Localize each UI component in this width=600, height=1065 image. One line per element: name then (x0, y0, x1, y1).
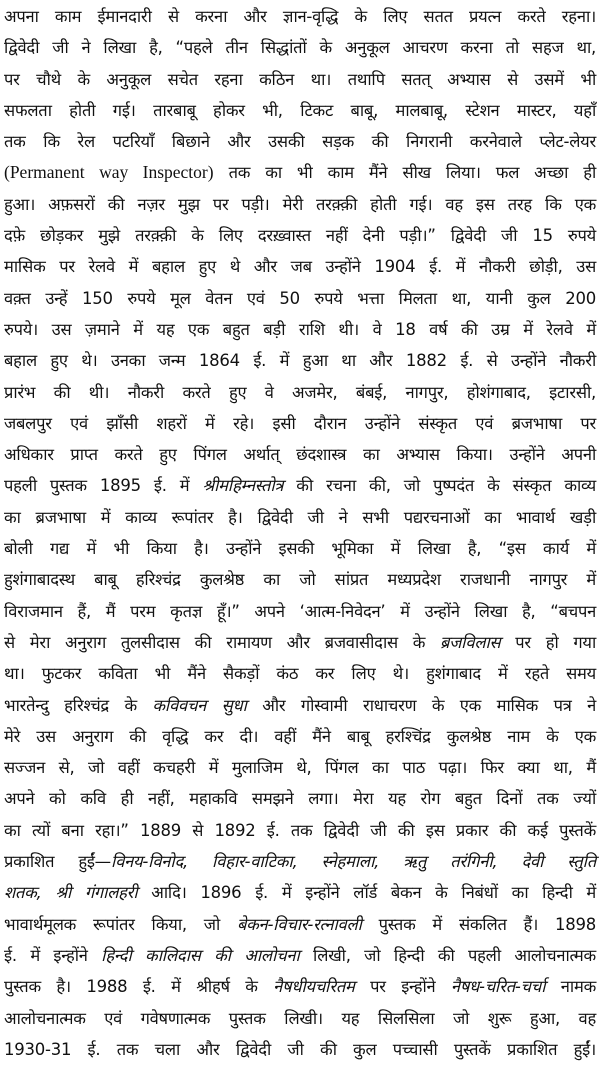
text-segment: तक कि रेल पटरियाँ बिछाने और उसकी सड़क की निगरानी करनेवाले प्लेट-लेयर (4, 132, 596, 152)
text-segment: पर हो गया (500, 632, 596, 652)
text-segment: जबलपुर एवं झाँसी शहरों में रहे। इसी दौरान उन्होंने संस्कृत एवं ब्रजभाषा पर (4, 413, 596, 433)
text-segment: पर चौथे के अनुकूल सचेत रहना कठिन था। तथापि सतत् अभ्यास से उसमें भी (4, 69, 596, 89)
text-segment: प्रकाशित हुईं— (4, 852, 111, 872)
text-segment: था। फुटकर कविता भी मैंने सैकड़ों कंठ कर लिए थे। हुशंगाबाद में रहते समय (4, 664, 596, 684)
text-segment: 1930-31 ई. तक चला और द्विवेदी जी की कुल पच्चासी पुस्तकें प्रकाशित हुईं। (4, 1039, 596, 1059)
text-segment: अपने को कवि ही नहीं, महाकवि समझने लगा। मेरा यह रोग बहुत दिनों तक ज्यों (4, 789, 596, 809)
text-segment: से मेरा अनुराग तुलसीदास की रामायण और ब्रजवासीदास के (4, 632, 440, 652)
text-line (4, 752, 596, 783)
text-segment: नामक (545, 977, 596, 997)
text-segment: ई. में इन्होंने (4, 945, 102, 965)
text-segment: प्रारंभ की थी। नौकरी करते हुए वे अजमेर, बंबई, नागपुर, होशंगाबाद, इटारसी, (4, 382, 596, 402)
italic-title: नैषधीयचरितम (273, 977, 355, 997)
italic-title: नैषध-चरित-चर्चा (450, 977, 546, 997)
text-segment: सफलता होती गई। तारबाबू होकर भी, टिकट बाबू, मालबाबू, स्टेशन मास्टर, यहाँ (4, 100, 596, 120)
text-segment: का ब्रजभाषा में काव्य रूपांतर है। द्विवेदी जी ने सभी पद्यरचनाओं का भावार्थ खड़ी (4, 507, 596, 527)
text-segment: अधिकार प्राप्त करते हुए पिंगल अर्थात् छंदशास्त्र का अभ्यास किया। उन्होंने अपनी (4, 445, 596, 465)
italic-title: ब्रजविलास (439, 632, 501, 652)
text-line (4, 783, 596, 814)
italic-title: बेकन-विचार-रत्नावली (236, 914, 362, 934)
text-line (4, 971, 596, 1002)
text-line (4, 220, 596, 251)
text-line (4, 846, 596, 877)
text-segment: द्विवेदी जी ने लिखा है, “पहले तीन सिद्धांतों के अनुकूल आचरण करना तो सहज था, (4, 38, 596, 58)
text-segment: और गोस्वामी राधाचरण के एक मासिक पत्र ने (246, 695, 596, 715)
text-line (4, 251, 596, 282)
text-line (4, 314, 596, 345)
text-segment: भारतेन्दु हरिश्चंद्र के (4, 695, 153, 715)
text-line (4, 126, 596, 157)
text-line (4, 909, 596, 940)
text-segment: रुपये। उस ज़माने में यह एक बहुत बड़ी राशि थी। वे 18 वर्ष की उम्र में रेलवे में (4, 319, 596, 339)
text-segment: पुस्तक है। 1988 ई. में श्रीहर्ष के (4, 977, 274, 997)
text-line (4, 502, 596, 533)
text-segment: हुआ। अफ़सरों की नज़र मुझ पर पड़ी। मेरी तरक़्क़ी होती गई। वह इस तरह कि एक (4, 194, 596, 214)
text-segment: सज्जन से, जो वहीं कचहरी में मुलाजिम थे, पिंगल का पाठ पढ़ा। फिर क्या था, मैं (4, 758, 596, 778)
text-segment: पहली पुस्तक 1895 ई. में (4, 476, 203, 496)
text-line (4, 95, 596, 126)
text-segment: का त्यों बना रहा।” 1889 से 1892 ई. तक द्विवेदी जी की इस प्रकार की कई पुस्तकें (4, 820, 596, 840)
text-line (4, 877, 596, 908)
text-line (4, 157, 596, 188)
text-segment: तक का भी काम मैंने सीख लिया। फल अच्छा ही (213, 163, 597, 183)
text-line (4, 64, 596, 95)
text-line (4, 721, 596, 752)
text-segment: मेरे उस अनुराग की वृद्धि कर दी। वहीं मैंने बाबू हरश्चिंद्र कुलश्रेष्ठ नाम के एक (4, 726, 596, 746)
body-text (4, 1, 596, 1065)
text-line (4, 345, 596, 376)
text-segment: बहाल हुए थे। उनका जन्म 1864 ई. में हुआ था और 1882 ई. से उन्होंने नौकरी (4, 351, 596, 371)
text-segment: अपना काम ईमानदारी से करना और ज्ञान-वृद्धि के लिए सतत प्रयत्न करते रहना। (4, 7, 596, 26)
text-line (4, 1, 596, 32)
text-segment: विराजमान हैं, मैं परम कृतज्ञ हूँ।” अपने ‘आत्म-निवेदन’ में उन्होंने लिखा है, “बचपन (4, 601, 596, 621)
text-segment: दफ़े छोड़कर मुझे तरक़्क़ी के लिए दरख़्वास्त नहीं देनी पड़ी।” द्विवेदी जी 15 रुपये (4, 226, 596, 246)
text-segment: आलोचनात्मक एवं गवेषणात्मक पुस्तक लिखी। यह सिलसिला जो शुरू हुआ, वह (4, 1008, 596, 1028)
text-line (4, 408, 596, 439)
text-segment: वक़्त उन्हें 150 रुपये मूल वेतन एवं 50 रुपये भत्ता मिलता था, यानी कुल 200 (4, 288, 596, 308)
text-line (4, 439, 596, 470)
text-line (4, 533, 596, 564)
text-line (4, 940, 596, 971)
text-line (4, 564, 596, 595)
text-line (4, 189, 596, 220)
text-segment: की रचना की, जो पुष्पदंत के संस्कृत काव्य (283, 476, 596, 496)
text-line (4, 596, 596, 627)
text-line (4, 658, 596, 689)
text-segment: बोली गद्य में भी किया है। उन्होंने इसकी भूमिका में लिखा है, “इस कार्य में (4, 539, 596, 559)
italic-title: श्रीमहिम्नस्तोत्र (202, 476, 284, 496)
text-line (4, 283, 596, 314)
text-segment: मासिक पर रेलवे में बहाल हुए थे और जब उन्होंने 1904 ई. में नौकरी छोड़ी, उस (4, 257, 596, 277)
text-segment: पुस्तक में संकलित हैं। 1898 (361, 914, 596, 934)
text-line (4, 815, 596, 846)
italic-title: शतक, श्री गंगालहरी (4, 883, 138, 903)
text-segment: भावार्थमूलक रूपांतर किया, जो (4, 914, 237, 934)
text-segment: (Permanent way Inspector) (4, 162, 214, 183)
italic-title: विनय-विनोद, विहार-वाटिका, स्नेहमाला, ऋतु तरंगिनी, देवी स्तुति (110, 852, 597, 872)
text-line (4, 1034, 596, 1065)
text-line (4, 470, 596, 501)
text-segment: लिखी, जो हिन्दी की पहली आलोचनात्मक (299, 945, 596, 965)
text-segment: पर इन्होंने (354, 977, 451, 997)
text-segment: आदि। 1896 ई. में इन्होंने लॉर्ड बेकन के निबंधों का हिन्दी में (137, 883, 596, 903)
text-line (4, 377, 596, 408)
text-line (4, 1003, 596, 1034)
text-line (4, 690, 596, 721)
text-line (4, 627, 596, 658)
italic-title: हिन्दी कालिदास की आलोचना (101, 945, 300, 965)
italic-title: कविवचन सुधा (152, 695, 247, 715)
text-line (4, 32, 596, 63)
text-segment: हुशंगाबादस्थ बाबू हरिश्चंद्र कुलश्रेष्ठ का जो सांप्रत मध्यप्रदेश राजधानी नागपुर में (4, 570, 596, 590)
